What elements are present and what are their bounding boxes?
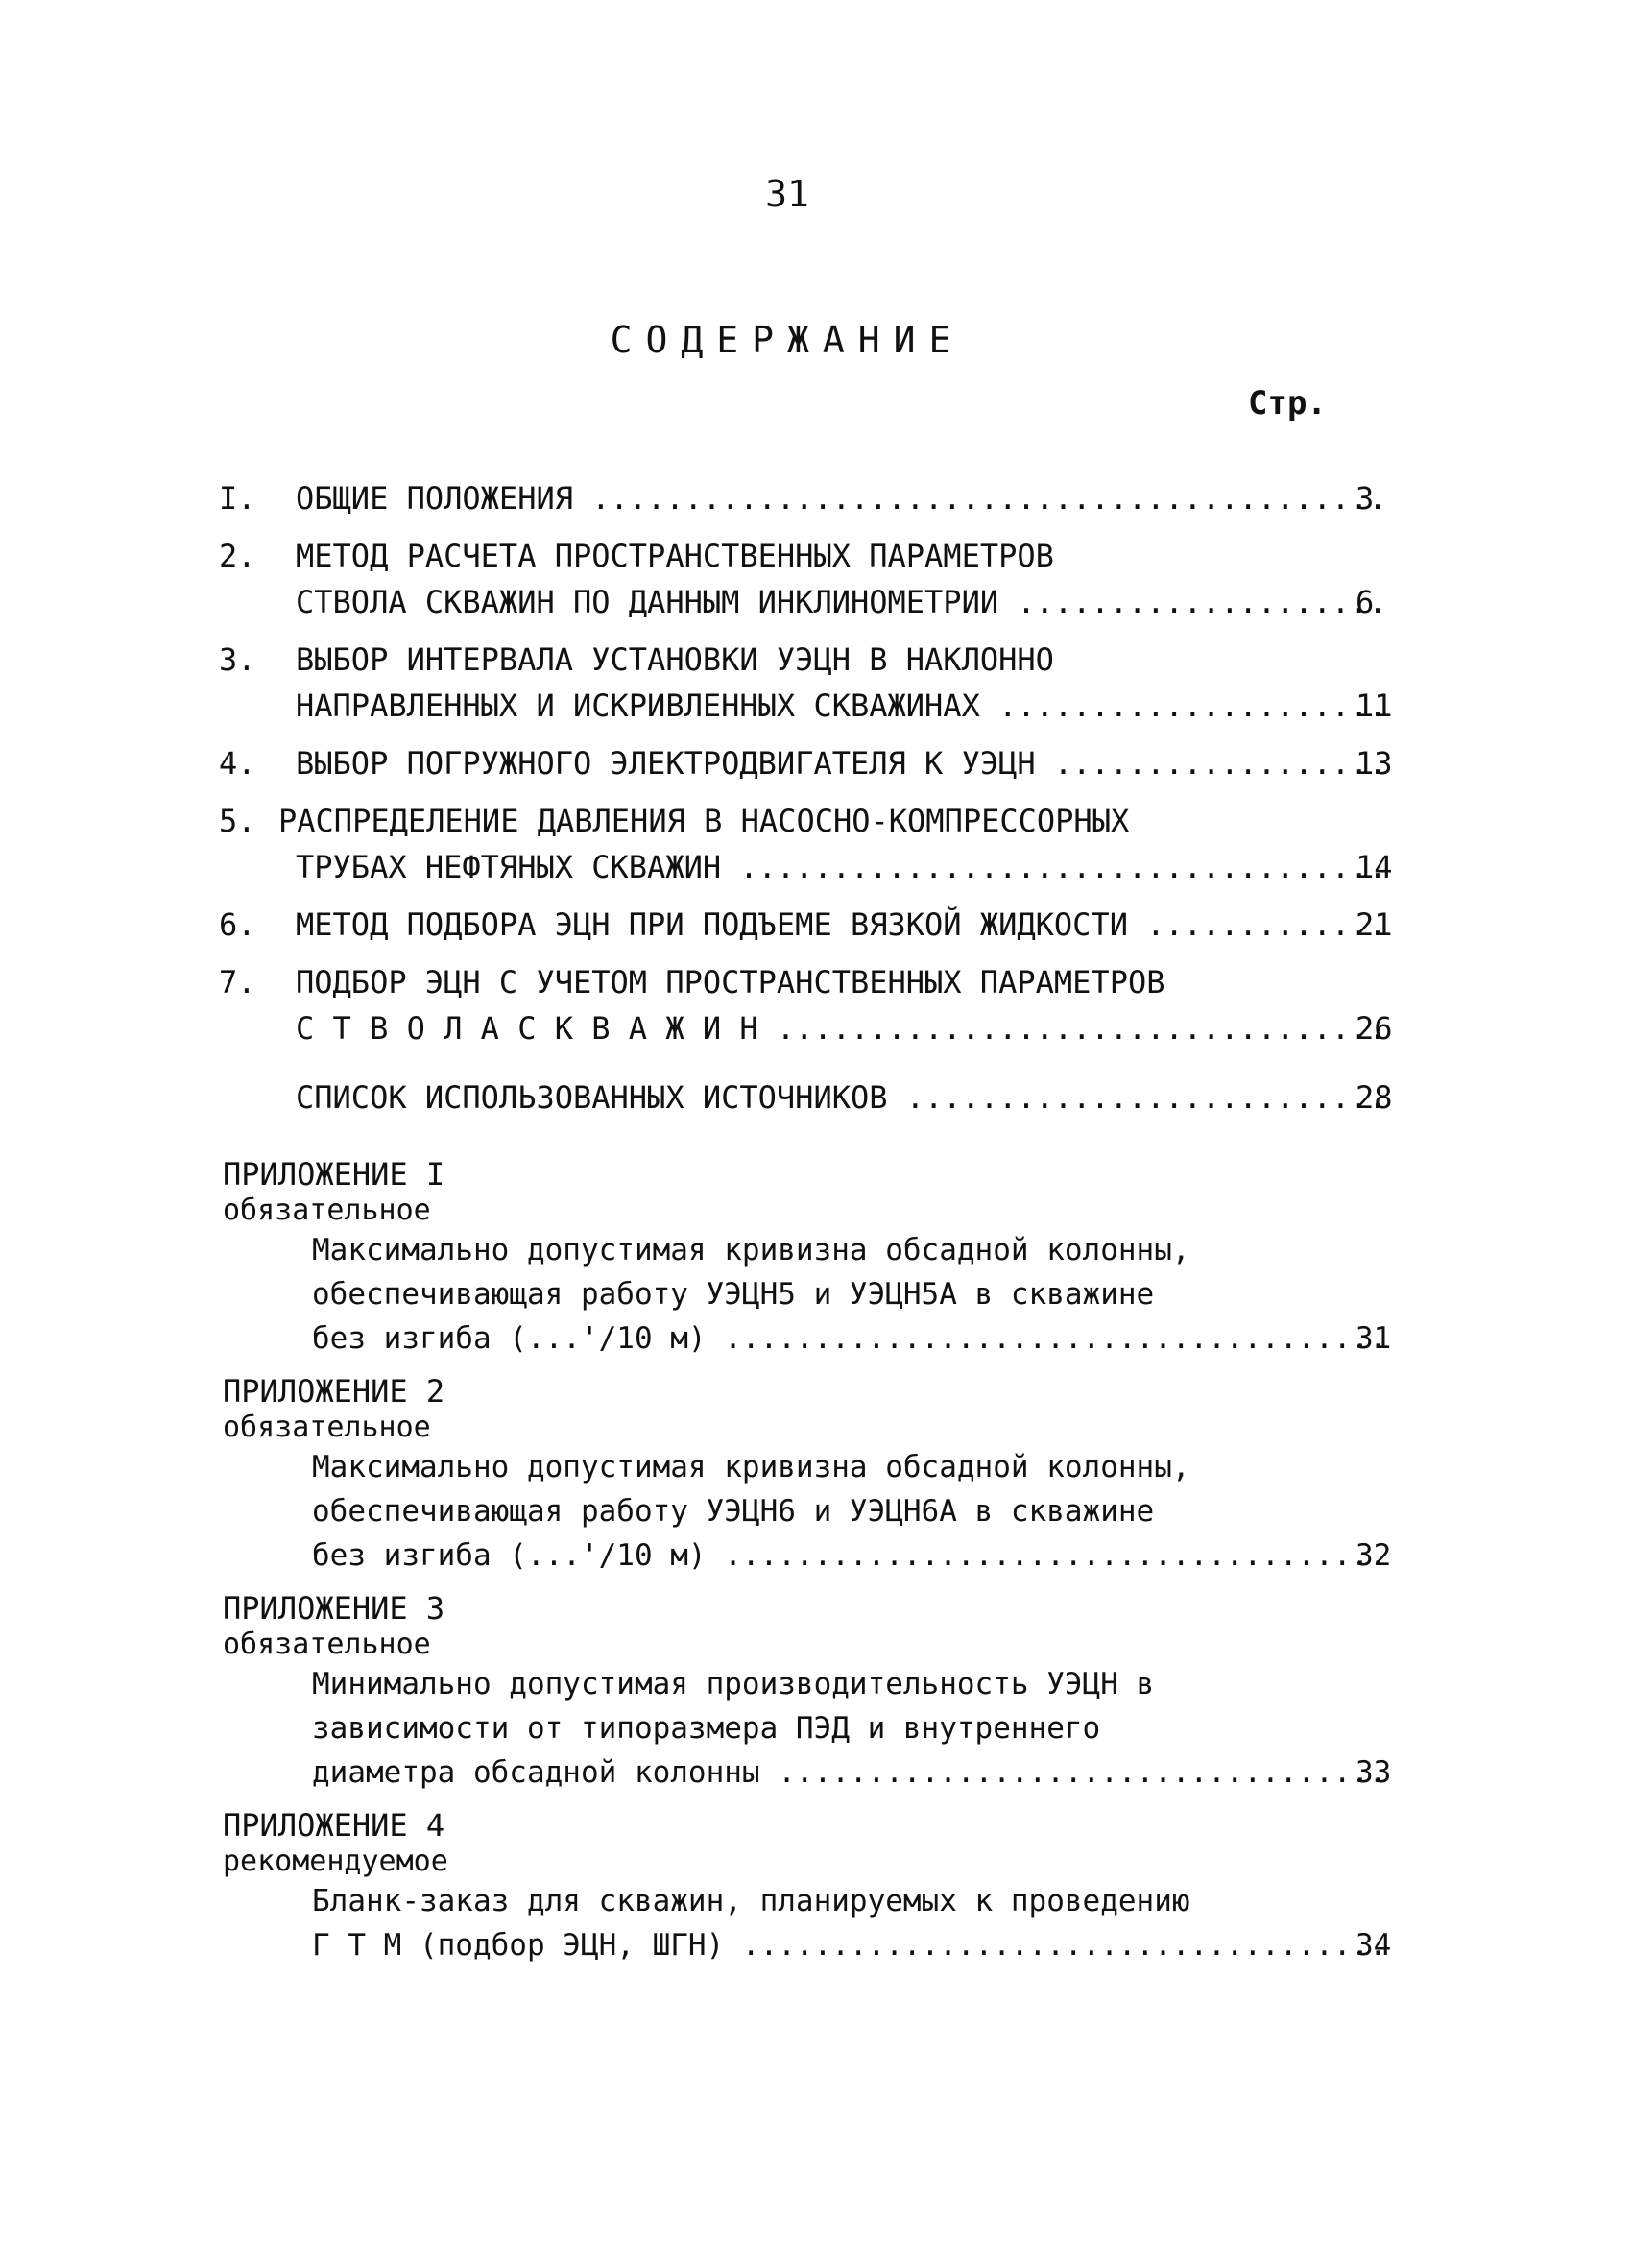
- appendix-title-line: обеспечивающая работу УЭЦН5 и УЭЦН5А в скважине: [312, 1277, 1155, 1312]
- table-of-contents: [0, 475, 1632, 1967]
- appendix-title-line: зависимости от типоразмера ПЭД и внутреннего: [312, 1711, 1101, 1746]
- appendix-title-line: обеспечивающая работу УЭЦН6 и УЭЦН6А в скважине: [312, 1494, 1155, 1529]
- section-title-line: НАПРАВЛЕННЫХ И ИСКРИВЛЕННЫХ СКВАЖИНАХ .....: [296, 683, 1392, 729]
- page-ref: 31: [1356, 1321, 1392, 1356]
- page-ref: 21: [1356, 906, 1393, 943]
- toc-appendix-4[interactable]: [0, 1806, 1632, 1967]
- page-ref: 11: [1356, 688, 1393, 724]
- section-title-line: РАСПРЕДЕЛЕНИЕ ДАВЛЕНИЯ В НАСОСНО-КОМПРЕССОРНЫХ: [278, 803, 1130, 839]
- appendix-title-line: без изгиба (...'/10 м) .....: [312, 1316, 1392, 1361]
- section-number: 2.: [219, 538, 256, 574]
- page-ref: 13: [1356, 745, 1393, 782]
- toc-entry-3[interactable]: [0, 637, 1632, 729]
- section-number: I.: [219, 480, 256, 517]
- page-ref: 6: [1356, 584, 1375, 620]
- toc-appendix-3[interactable]: [0, 1589, 1632, 1795]
- appendix-status: обязательное: [223, 1194, 431, 1227]
- toc-entry-7[interactable]: [0, 959, 1632, 1051]
- appendix-status: обязательное: [223, 1628, 431, 1661]
- appendix-heading: ПРИЛОЖЕНИЕ I: [223, 1156, 445, 1193]
- section-number: 5.: [219, 803, 256, 839]
- page-ref: 14: [1356, 849, 1393, 885]
- appendix-title-line: Г Т М (подбор ЭЦН, ШГН) .....: [312, 1923, 1392, 1967]
- toc-entry-2[interactable]: [0, 533, 1632, 625]
- toc-entry-6[interactable]: [0, 902, 1632, 948]
- toc-appendix-2[interactable]: [0, 1372, 1632, 1578]
- page-ref: 26: [1356, 1010, 1393, 1047]
- appendix-status: обязательное: [223, 1411, 431, 1444]
- toc-entry-references[interactable]: [0, 1074, 1632, 1121]
- toc-entry-1[interactable]: [0, 475, 1632, 521]
- section-title-line: МЕТОД ПОДБОРА ЭЦН ПРИ ПОДЪЕМЕ ВЯЗКОЙ ЖИДКОСТИ .....: [296, 902, 1392, 948]
- section-title-line: СПИСОК ИСПОЛЬЗОВАННЫХ ИСТОЧНИКОВ .....: [296, 1074, 1392, 1121]
- section-number: 6.: [219, 906, 256, 943]
- section-title-line: ВЫБОР ИНТЕРВАЛА УСТАНОВКИ УЭЦН В НАКЛОННО: [296, 641, 1054, 678]
- pages-column-label: Стр.: [1248, 384, 1327, 422]
- appendix-status: рекомендуемое: [223, 1845, 448, 1878]
- appendix-title-line: Минимально допустимая производительность УЭЦН в: [312, 1667, 1155, 1701]
- page-ref: 3: [1356, 480, 1375, 517]
- section-title-line: ОБЩИЕ ПОЛОЖЕНИЯ .....: [296, 475, 1392, 521]
- page-title: СОДЕРЖАНИЕ: [610, 319, 965, 361]
- section-title-line: ВЫБОР ПОГРУЖНОГО ЭЛЕКТРОДВИГАТЕЛЯ К УЭЦН .....: [296, 740, 1392, 786]
- page-ref: 32: [1356, 1538, 1392, 1573]
- appendix-title-line: Максимально допустимая кривизна обсадной колонны,: [312, 1233, 1190, 1267]
- appendix-heading: ПРИЛОЖЕНИЕ 4: [223, 1807, 445, 1844]
- toc-entry-4[interactable]: [0, 740, 1632, 786]
- page-ref: 33: [1356, 1755, 1392, 1790]
- appendix-title-line: без изгиба (...'/10 м) .....: [312, 1533, 1392, 1578]
- section-title-line: ТРУБАХ НЕФТЯНЫХ СКВАЖИН .....: [296, 844, 1392, 890]
- appendix-heading: ПРИЛОЖЕНИЕ 2: [223, 1373, 445, 1410]
- section-title-line: С Т В О Л А С К В А Ж И Н .....: [296, 1005, 1392, 1051]
- section-title-line: ПОДБОР ЭЦН С УЧЕТОМ ПРОСТРАНСТВЕННЫХ ПАРАМЕТРОВ: [296, 964, 1165, 1001]
- section-title-line: СТВОЛА СКВАЖИН ПО ДАННЫМ ИНКЛИНОМЕТРИИ .....: [296, 579, 1392, 625]
- page-ref: 28: [1356, 1079, 1393, 1116]
- appendix-title-line: диаметра обсадной колонны .....: [312, 1750, 1392, 1795]
- toc-entry-5[interactable]: [0, 798, 1632, 890]
- section-title-line: МЕТОД РАСЧЕТА ПРОСТРАНСТВЕННЫХ ПАРАМЕТРОВ: [296, 538, 1054, 574]
- section-number: 3.: [219, 641, 256, 678]
- section-number: 7.: [219, 964, 256, 1001]
- page-ref: 34: [1356, 1928, 1392, 1963]
- appendix-title-line: Бланк-заказ для скважин, планируемых к проведению: [312, 1884, 1190, 1918]
- toc-appendix-1[interactable]: [0, 1155, 1632, 1361]
- appendix-title-line: Максимально допустимая кривизна обсадной колонны,: [312, 1450, 1190, 1484]
- page-number: 31: [765, 173, 809, 215]
- section-number: 4.: [219, 745, 256, 782]
- appendix-heading: ПРИЛОЖЕНИЕ 3: [223, 1590, 445, 1627]
